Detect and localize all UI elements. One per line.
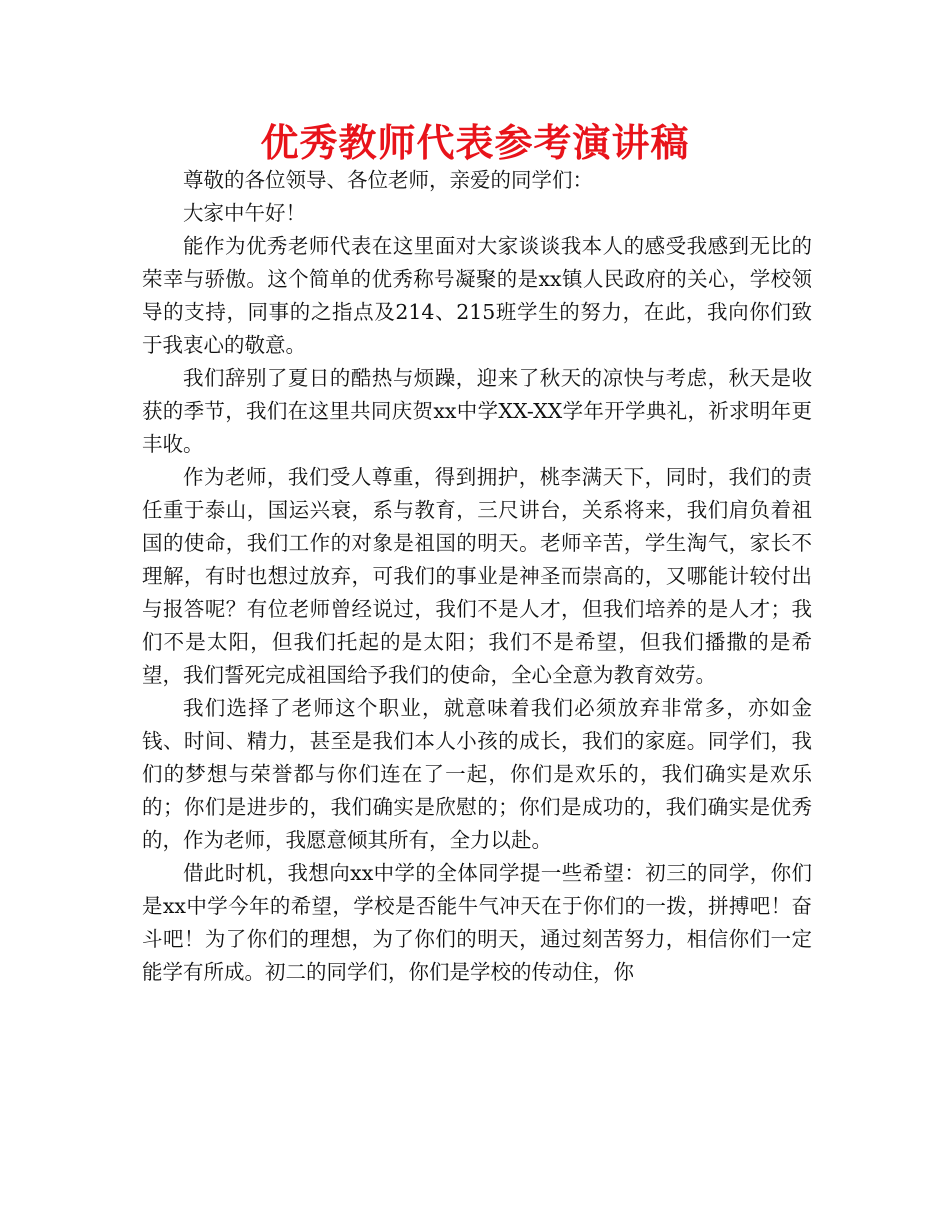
- paragraph-salutation: 尊敬的各位领导、各位老师，亲爱的同学们：: [183, 168, 593, 192]
- paragraph: 借此时机，我想向xx中学的全体同学提一些希望：初三的同学，你们是xx中学今年的希望，学校是否能牛气冲天在于你们的一拨，拼搏吧！奋斗吧！为了你们的理想，为了你们的明天，通过刻苦努力，相信你们一定能学有所成。初二的同学们，你们是学校的传动住，你: [142, 861, 812, 984]
- paragraph: 能作为优秀老师代表在这里面对大家谈谈我本人的感受我感到无比的荣幸与骄傲。这个简单的优秀称号凝聚的是xx镇人民政府的关心，学校领导的支持，同事的之指点及214、215班学生的努力，在此，我向你们致于我衷心的敬意。: [142, 234, 812, 357]
- document-title: 优秀教师代表参考演讲稿: [260, 121, 690, 165]
- paragraph: 我们选择了老师这个职业，就意味着我们必须放弃非常多，亦如金钱、时间、精力，甚至是我们本人小孩的成长，我们的家庭。同学们，我们的梦想与荣誉都与你们连在了一起，你们是欢乐的，我们确实是欢乐的；你们是进步的，我们确实是欣慰的；你们是成功的，我们确实是优秀的，作为老师，我愿意倾其所有，全力以赴。: [142, 696, 812, 852]
- paragraph-greeting: 大家中午好！: [183, 201, 306, 225]
- document-body: [142, 164, 812, 989]
- paragraph: 我们辞别了夏日的酷热与烦躁，迎来了秋天的凉快与考虑，秋天是收获的季节，我们在这里共同庆贺xx中学XX-XX学年开学典礼，祈求明年更丰收。: [142, 366, 812, 456]
- paragraph: 作为老师，我们受人尊重，得到拥护，桃李满天下，同时，我们的责任重于泰山，国运兴衰，系与教育，三尺讲台，关系将来，我们肩负着祖国的使命，我们工作的对象是祖国的明天。老师辛苦，学生淘气，家长不理解，有时也想过放弃，可我们的事业是神圣而崇高的，又哪能计较付出与报答呢？有位老师曾经说过，我们不是人才，但我们培养的是人才；我们不是太阳，但我们托起的是太阳；我们不是希望，但我们播撒的是希望，我们誓死完成祖国给予我们的使命，全心全意为教育效劳。: [142, 465, 812, 687]
